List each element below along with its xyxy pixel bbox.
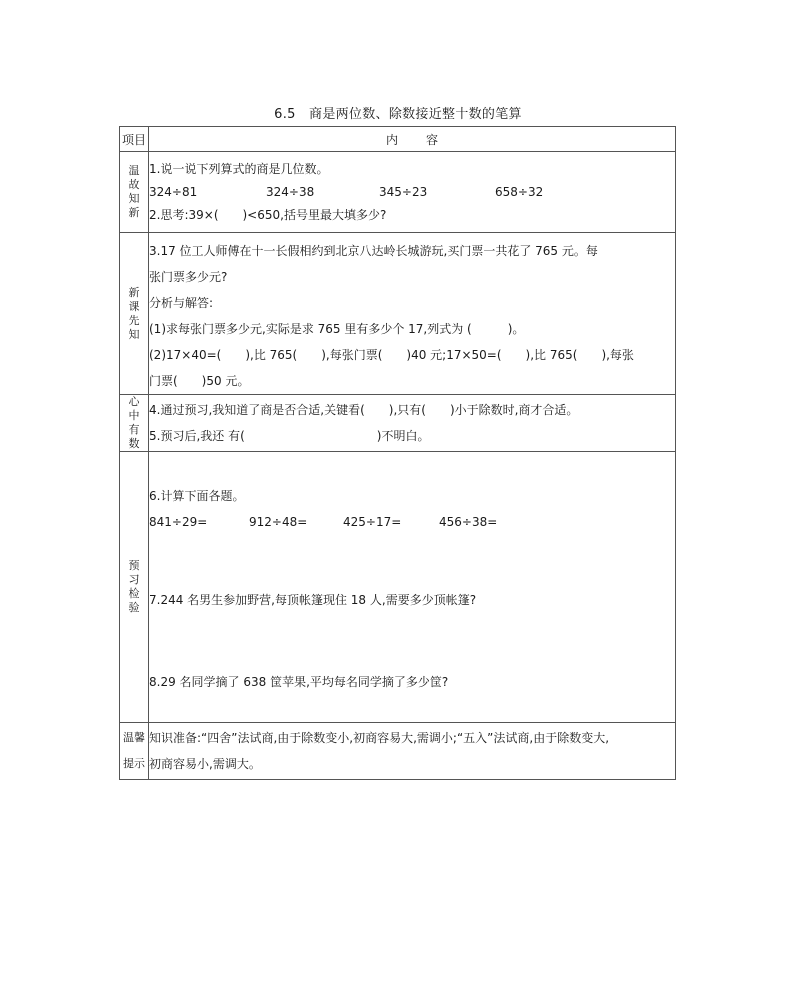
question-5: 5.预习后,我还 有( )不明白。 [149,429,430,443]
header-content: 内容 [149,127,676,152]
practice-label-cell [120,452,149,723]
question-8: 8.29 名同学摘了 638 筐苹果,平均每名同学摘了多少筐? [149,674,449,689]
heart-label: 心中有数 [128,395,140,450]
heart-label-cell [120,395,149,452]
question-1-items [149,181,675,204]
expression-4: 658÷32 [495,184,544,199]
question-3-part-2-line-2: 门票( )50 元。 [149,374,250,388]
question-6-items [149,509,675,535]
review-content [149,152,676,233]
expression-2: 324÷38 [266,184,315,199]
newlesson-label: 新课先知 [128,285,140,341]
expression-3: 345÷23 [379,184,428,199]
answer-space-7 [149,613,675,669]
review-label-cell [120,152,149,233]
review-row [120,152,676,233]
answer-space-6 [149,535,675,587]
newlesson-content [149,233,676,395]
heart-row [120,395,676,452]
tips-label-cell [120,723,149,780]
page-title: 6.5 商是两位数、除数接近整十数的笔算 [274,107,522,122]
practice-label: 预习检验 [128,559,140,614]
practice-row [120,452,676,723]
question-2: 2.思考:39×( )<650,括号里最大填多少? [149,207,387,222]
heart-content [149,395,676,452]
question-6: 6.计算下面各题。 [149,488,245,503]
preview-worksheet-table [119,126,676,780]
calc-3: 425÷17= [343,514,402,529]
practice-content [149,452,676,723]
question-3-line-2: 张门票多少元? [149,270,228,284]
review-label: 温故知新 [128,164,140,219]
table-header-row [120,127,676,152]
header-project: 项目 [120,127,149,152]
question-3-part-2-line-1: (2)17×40=( ),比 765( ),每张门票( )40 元;17×50=( ),比 765( ),每张 [149,348,634,362]
expression-1: 324÷81 [149,184,198,199]
analysis-heading: 分析与解答: [149,296,214,310]
tips-label-line-2: 提示 [123,757,145,770]
tips-content [149,723,676,780]
question-3-line-1: 3.17 位工人师傅在十一长假相约到北京八达岭长城游玩,买门票一共花了 765 元。每 [149,244,598,258]
calc-1: 841÷29= [149,514,208,529]
question-3-part-1: (1)求每张门票多少元,实际是求 765 里有多少个 17,列式为 ( )。 [149,322,525,336]
calc-2: 912÷48= [249,514,308,529]
newlesson-row [120,233,676,395]
calc-4: 456÷38= [439,514,498,529]
newlesson-label-cell [120,233,149,395]
tips-line-1: 知识准备:“四舍”法试商,由于除数变小,初商容易大,需调小;“五入”法试商,由于除数变大, [149,731,610,745]
tips-label-line-1: 温馨 [123,731,145,744]
question-4: 4.通过预习,我知道了商是否合适,关键看( ),只有( )小于除数时,商才合适。 [149,403,579,417]
question-7: 7.244 名男生参加野营,每顶帐篷现住 18 人,需要多少顶帐篷? [149,592,477,607]
tips-line-2: 初商容易小,需调大。 [149,757,261,771]
tips-row [120,723,676,780]
question-1: 1.说一说下列算式的商是几位数。 [149,161,329,176]
